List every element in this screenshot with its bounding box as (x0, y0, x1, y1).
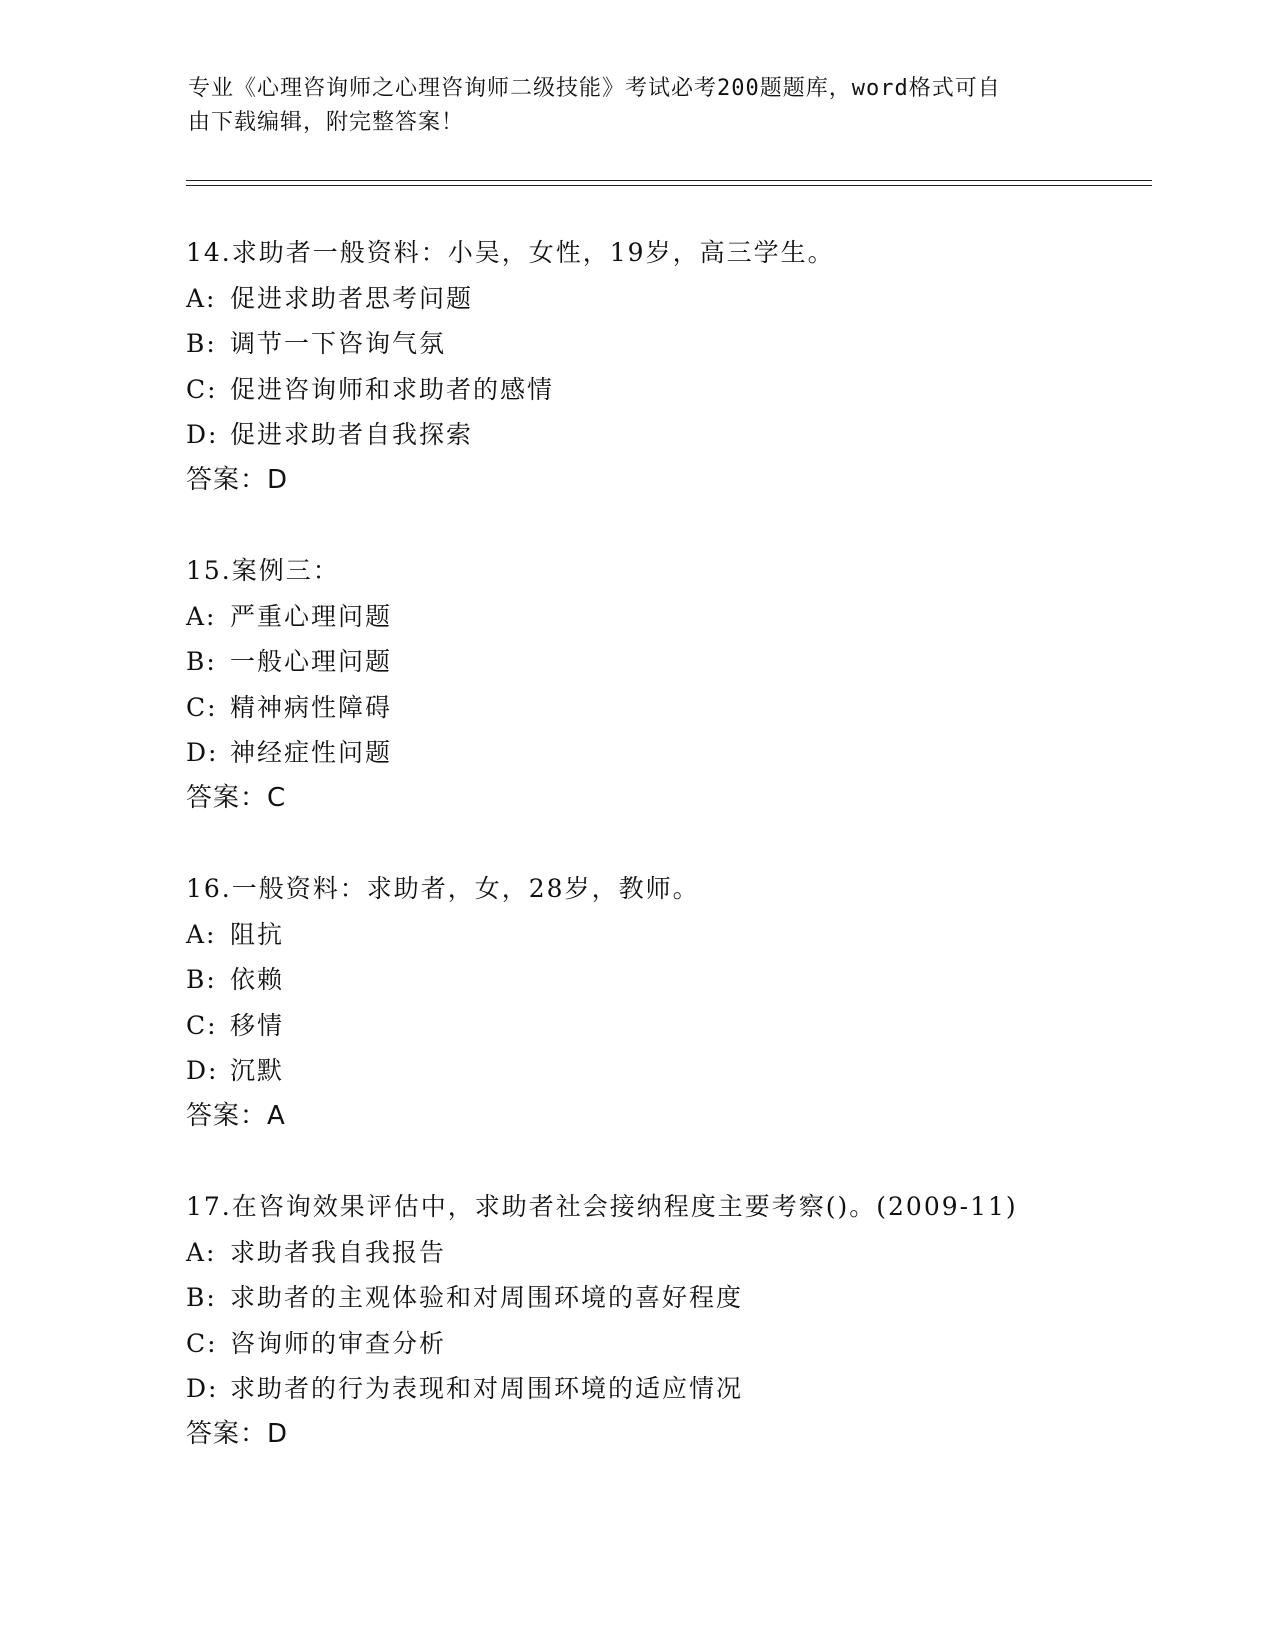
option-c (186, 685, 1146, 731)
option-c (186, 367, 1146, 413)
option-d (186, 1366, 1146, 1412)
option-letter: C: (186, 1328, 218, 1358)
option-b (186, 957, 1146, 1003)
answer-line: 答案：A (186, 1100, 286, 1131)
answer-line: 答案：C (186, 782, 287, 813)
option-b (186, 321, 1146, 367)
question-stem: 17.在咨询效果评估中，求助者社会接纳程度主要考察()。(2009-11) (186, 1192, 1018, 1221)
header-line-1: 专业《心理咨询师之心理咨询师二级技能》考试必考200题题库，word格式可自 (188, 76, 1001, 101)
question-16 (186, 866, 1146, 1139)
option-text: 严重心理问题 (230, 601, 393, 631)
question-15 (186, 548, 1146, 821)
question-17 (186, 1184, 1146, 1457)
option-letter: A: (186, 919, 217, 949)
option-text: 一般心理问题 (230, 647, 393, 676)
option-a (186, 912, 1146, 958)
option-letter: D: (186, 420, 219, 449)
option-a (186, 276, 1146, 322)
question-list (186, 230, 1146, 1502)
option-letter: B: (186, 1283, 217, 1312)
answer-line: 答案：D (186, 1418, 289, 1449)
option-a (186, 1230, 1146, 1276)
option-letter: B: (186, 647, 217, 676)
option-text: 依赖 (230, 965, 285, 994)
question-stem: 16.一般资料：求助者，女，28岁，教师。 (186, 874, 700, 903)
header-divider-bottom (186, 185, 1152, 186)
option-letter: C: (186, 374, 218, 404)
option-letter: A: (186, 1237, 217, 1267)
option-d (186, 1048, 1146, 1094)
option-text: 神经症性问题 (230, 738, 393, 767)
option-text: 精神病性障碍 (230, 692, 393, 722)
option-text: 求助者我自我报告 (230, 1237, 447, 1267)
option-text: 阻抗 (230, 919, 285, 949)
option-letter: D: (186, 1056, 219, 1085)
question-stem: 14.求助者一般资料：小吴，女性，19岁，高三学生。 (186, 238, 835, 267)
option-letter: C: (186, 692, 218, 722)
question-stem: 15.案例三： (186, 556, 340, 585)
answer-line: 答案：D (186, 464, 289, 495)
option-d (186, 412, 1146, 458)
option-text: 求助者的主观体验和对周围环境的喜好程度 (230, 1283, 744, 1312)
option-letter: C: (186, 1010, 218, 1040)
option-c (186, 1321, 1146, 1367)
option-letter: D: (186, 738, 219, 767)
header-divider-top (186, 180, 1152, 181)
option-letter: B: (186, 329, 217, 358)
header-line-2: 由下载编辑，附完整答案！ (188, 110, 465, 135)
option-d (186, 730, 1146, 776)
option-text: 调节一下咨询气氛 (230, 329, 447, 358)
option-text: 促进咨询师和求助者的感情 (230, 374, 555, 404)
option-text: 促进求助者思考问题 (230, 283, 474, 313)
option-letter: A: (186, 601, 217, 631)
option-text: 求助者的行为表现和对周围环境的适应情况 (230, 1374, 744, 1403)
option-b (186, 1275, 1146, 1321)
option-letter: A: (186, 283, 217, 313)
option-letter: D: (186, 1374, 219, 1403)
option-a (186, 594, 1146, 640)
option-text: 促进求助者自我探索 (230, 420, 474, 449)
document-header (188, 72, 1068, 140)
option-text: 沉默 (230, 1056, 285, 1085)
option-letter: B: (186, 965, 217, 994)
option-text: 移情 (230, 1010, 285, 1040)
option-c (186, 1003, 1146, 1049)
option-text: 咨询师的审查分析 (230, 1328, 447, 1358)
option-b (186, 639, 1146, 685)
question-14 (186, 230, 1146, 503)
